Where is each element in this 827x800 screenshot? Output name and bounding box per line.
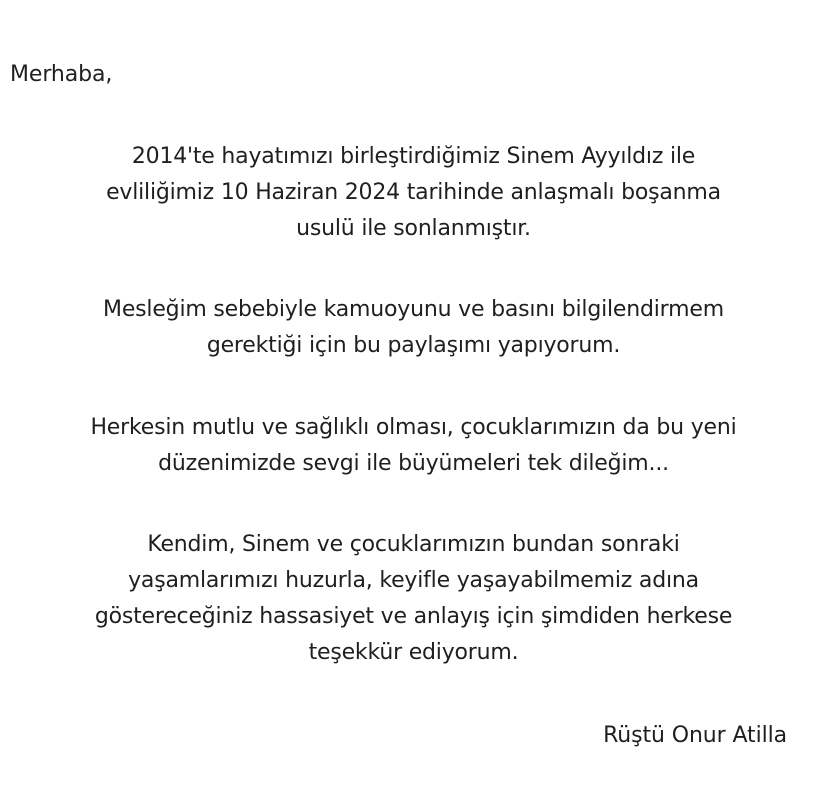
paragraph-reason — [0, 292, 827, 364]
paragraph-line: teşekkür ediyorum. — [308, 640, 519, 665]
paragraph-divorce-announcement — [0, 139, 827, 247]
paragraph-line: Kendim, Sinem ve çocuklarımızın bundan sonraki — [147, 532, 680, 557]
paragraph-line: evliliğimiz 10 Haziran 2024 tarihinde anlaşmalı boşanma — [106, 180, 721, 205]
paragraph-line: Herkesin mutlu ve sağlıklı olması, çocuklarımızın da bu yeni — [90, 415, 737, 440]
paragraph-thanks — [0, 527, 827, 671]
paragraph-line: düzenimizde sevgi ile büyümeleri tek dileğim... — [158, 451, 669, 476]
signature: Rüştü Onur Atilla — [603, 723, 787, 748]
paragraph-line: 2014'te hayatımızı birleştirdiğimiz Sinem Ayyıldız ile — [131, 144, 696, 169]
paragraph-line: usulü ile sonlanmıştır. — [296, 216, 531, 241]
paragraph-line: Mesleğim sebebiyle kamuoyunu ve basını bilgilendirmem — [103, 297, 724, 322]
paragraph-wish — [0, 410, 827, 482]
paragraph-line: yaşamlarımızı huzurla, keyifle yaşayabilmemiz adına — [128, 568, 699, 593]
paragraph-line: gerektiği için bu paylaşımı yapıyorum. — [206, 333, 621, 358]
paragraph-line: göstereceğiniz hassasiyet ve anlayış için şimdiden herkese — [94, 604, 733, 629]
greeting: Merhaba, — [10, 62, 113, 87]
